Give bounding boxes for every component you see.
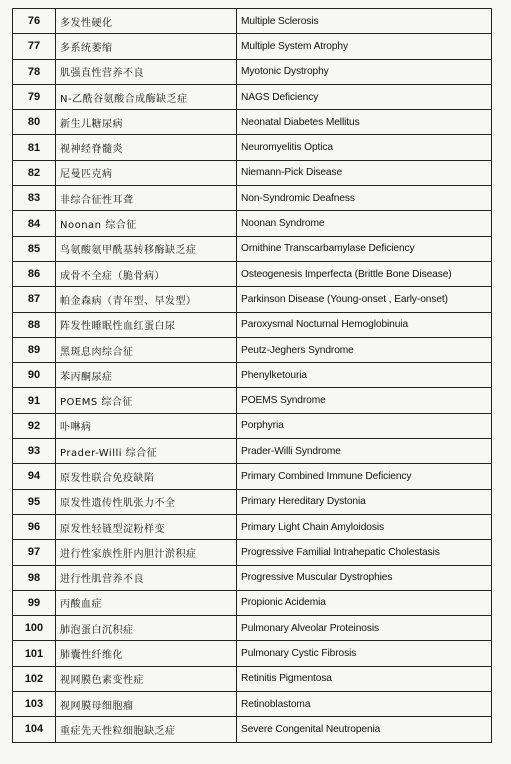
row-number: 104 <box>13 717 56 742</box>
disease-name-english: Multiple System Atrophy <box>237 34 492 59</box>
disease-name-chinese: N-乙酰谷氨酸合成酶缺乏症 <box>56 84 237 109</box>
table-row <box>13 565 492 590</box>
disease-name-english: Primary Hereditary Dystonia <box>237 489 492 514</box>
disease-name-chinese: 肌强直性营养不良 <box>56 59 237 84</box>
table-row <box>13 641 492 666</box>
table-row <box>13 388 492 413</box>
disease-name-english: Multiple Sclerosis <box>237 9 492 34</box>
disease-name-chinese: 进行性肌营养不良 <box>56 565 237 590</box>
row-number: 91 <box>13 388 56 413</box>
row-number: 87 <box>13 287 56 312</box>
table-row <box>13 540 492 565</box>
disease-name-chinese: 视网膜母细胞瘤 <box>56 692 237 717</box>
row-number: 78 <box>13 59 56 84</box>
row-number: 103 <box>13 692 56 717</box>
row-number: 89 <box>13 337 56 362</box>
row-number: 101 <box>13 641 56 666</box>
row-number: 76 <box>13 9 56 34</box>
disease-name-english: Retinoblastoma <box>237 692 492 717</box>
disease-name-chinese: 进行性家族性肝内胆汁淤积症 <box>56 540 237 565</box>
disease-name-english: Neuromyelitis Optica <box>237 135 492 160</box>
table-row <box>13 666 492 691</box>
disease-name-english: Progressive Muscular Dystrophies <box>237 565 492 590</box>
table-row <box>13 236 492 261</box>
disease-name-english: Paroxysmal Nocturnal Hemoglobinuia <box>237 312 492 337</box>
row-number: 83 <box>13 186 56 211</box>
row-number: 80 <box>13 110 56 135</box>
table-row <box>13 413 492 438</box>
table-row <box>13 717 492 742</box>
table-row <box>13 34 492 59</box>
row-number: 82 <box>13 160 56 185</box>
disease-name-english: Porphyria <box>237 413 492 438</box>
disease-name-english: Noonan Syndrome <box>237 211 492 236</box>
disease-name-chinese: 苯丙酮尿症 <box>56 363 237 388</box>
table-body <box>13 9 492 743</box>
table-row <box>13 160 492 185</box>
table-row <box>13 59 492 84</box>
row-number: 94 <box>13 464 56 489</box>
row-number: 93 <box>13 439 56 464</box>
disease-name-chinese: 阵发性睡眠性血红蛋白尿 <box>56 312 237 337</box>
disease-name-english: Propionic Acidemia <box>237 590 492 615</box>
table-row <box>13 186 492 211</box>
disease-name-chinese: 多发性硬化 <box>56 9 237 34</box>
disease-name-english: NAGS Deficiency <box>237 84 492 109</box>
disease-name-english: Phenylketouria <box>237 363 492 388</box>
row-number: 85 <box>13 236 56 261</box>
disease-name-chinese: 视神经脊髓炎 <box>56 135 237 160</box>
row-number: 90 <box>13 363 56 388</box>
row-number: 98 <box>13 565 56 590</box>
row-number: 97 <box>13 540 56 565</box>
disease-name-chinese: 卟啉病 <box>56 413 237 438</box>
disease-name-chinese: 肺泡蛋白沉积症 <box>56 616 237 641</box>
table-row <box>13 135 492 160</box>
disease-name-chinese: 视网膜色素变性症 <box>56 666 237 691</box>
disease-name-chinese: 非综合征性耳聋 <box>56 186 237 211</box>
disease-name-chinese: POEMS 综合征 <box>56 388 237 413</box>
row-number: 102 <box>13 666 56 691</box>
disease-name-english: Pulmonary Cystic Fibrosis <box>237 641 492 666</box>
row-number: 81 <box>13 135 56 160</box>
table-row <box>13 312 492 337</box>
disease-name-chinese: 黑斑息肉综合征 <box>56 337 237 362</box>
table-row <box>13 439 492 464</box>
disease-name-chinese: 肺囊性纤维化 <box>56 641 237 666</box>
table-row <box>13 261 492 286</box>
table-row <box>13 514 492 539</box>
table-row <box>13 489 492 514</box>
disease-name-english: Severe Congenital Neutropenia <box>237 717 492 742</box>
disease-name-english: Myotonic Dystrophy <box>237 59 492 84</box>
row-number: 96 <box>13 514 56 539</box>
disease-name-english: Prader-Willi Syndrome <box>237 439 492 464</box>
row-number: 79 <box>13 84 56 109</box>
disease-name-english: Parkinson Disease (Young-onset , Early-onset) <box>237 287 492 312</box>
table-row <box>13 616 492 641</box>
disease-name-english: Non-Syndromic Deafness <box>237 186 492 211</box>
disease-name-chinese: 多系统萎缩 <box>56 34 237 59</box>
table-row <box>13 590 492 615</box>
disease-name-chinese: Noonan 综合征 <box>56 211 237 236</box>
row-number: 86 <box>13 261 56 286</box>
rare-disease-table <box>12 8 492 743</box>
disease-name-chinese: 原发性遗传性肌张力不全 <box>56 489 237 514</box>
disease-name-english: Primary Combined Immune Deficiency <box>237 464 492 489</box>
disease-name-chinese: 原发性联合免疫缺陷 <box>56 464 237 489</box>
disease-name-english: Ornithine Transcarbamylase Deficiency <box>237 236 492 261</box>
disease-name-chinese: 重症先天性粒细胞缺乏症 <box>56 717 237 742</box>
row-number: 88 <box>13 312 56 337</box>
row-number: 92 <box>13 413 56 438</box>
table-row <box>13 337 492 362</box>
disease-name-chinese: 成骨不全症（脆骨病） <box>56 261 237 286</box>
table-row <box>13 9 492 34</box>
disease-name-english: Primary Light Chain Amyloidosis <box>237 514 492 539</box>
table-row <box>13 692 492 717</box>
table-row <box>13 110 492 135</box>
row-number: 77 <box>13 34 56 59</box>
disease-name-english: Pulmonary Alveolar Proteinosis <box>237 616 492 641</box>
disease-name-chinese: 鸟氨酸氨甲酰基转移酶缺乏症 <box>56 236 237 261</box>
disease-name-english: Retinitis Pigmentosa <box>237 666 492 691</box>
disease-name-chinese: Prader-Willi 综合征 <box>56 439 237 464</box>
table-row <box>13 363 492 388</box>
disease-name-english: Neonatal Diabetes Mellitus <box>237 110 492 135</box>
disease-name-chinese: 丙酸血症 <box>56 590 237 615</box>
disease-name-english: POEMS Syndrome <box>237 388 492 413</box>
row-number: 84 <box>13 211 56 236</box>
table-row <box>13 464 492 489</box>
disease-name-chinese: 新生儿糖尿病 <box>56 110 237 135</box>
disease-name-chinese: 尼曼匹克病 <box>56 160 237 185</box>
disease-name-chinese: 原发性轻链型淀粉样变 <box>56 514 237 539</box>
row-number: 95 <box>13 489 56 514</box>
disease-name-english: Progressive Familial Intrahepatic Cholestasis <box>237 540 492 565</box>
table-row <box>13 84 492 109</box>
table-row <box>13 211 492 236</box>
row-number: 100 <box>13 616 56 641</box>
disease-name-english: Osteogenesis Imperfecta (Brittle Bone Disease) <box>237 261 492 286</box>
disease-name-chinese: 帕金森病（青年型、早发型） <box>56 287 237 312</box>
disease-name-english: Peutz-Jeghers Syndrome <box>237 337 492 362</box>
disease-name-english: Niemann-Pick Disease <box>237 160 492 185</box>
row-number: 99 <box>13 590 56 615</box>
table-row <box>13 287 492 312</box>
